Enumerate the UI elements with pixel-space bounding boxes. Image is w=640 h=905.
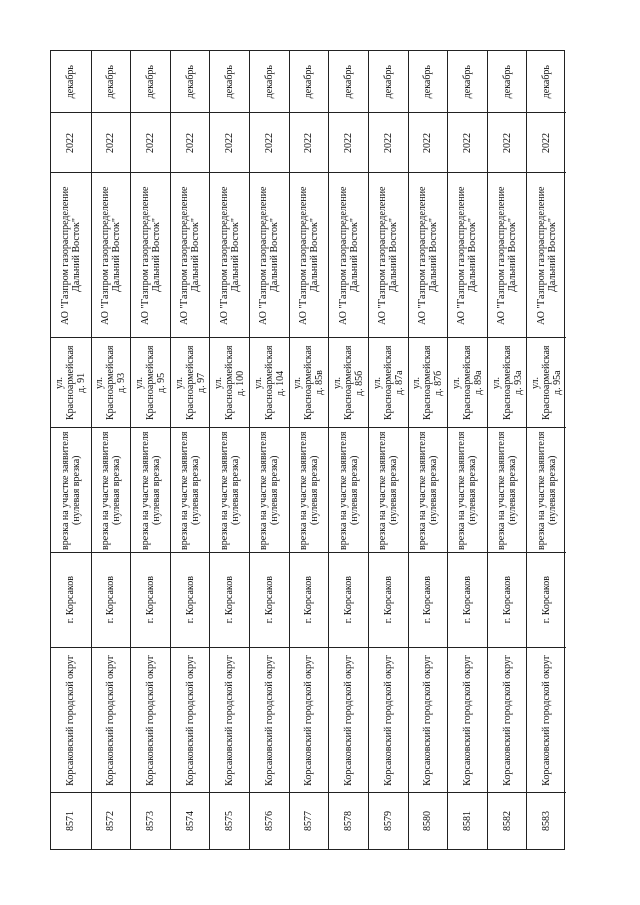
city-cell	[51, 553, 91, 648]
address-text: ул. Красноармейская д. 93а	[490, 345, 524, 420]
table-row	[249, 51, 289, 849]
row-number-cell	[369, 793, 408, 849]
organization-cell	[369, 173, 408, 338]
city-cell	[329, 553, 368, 648]
row-number-text: 8578	[343, 811, 355, 831]
district-text: Корсаковский городской округ	[224, 654, 236, 786]
row-number-cell	[409, 793, 448, 849]
year-cell	[290, 113, 329, 173]
year-text: 2022	[501, 132, 513, 153]
month-cell	[250, 51, 289, 113]
work-type-cell	[210, 428, 249, 553]
year-text: 2022	[303, 132, 315, 153]
address-text: ул. Красноармейская д. 87а	[371, 345, 405, 420]
organization-cell	[131, 173, 170, 338]
year-cell	[92, 113, 131, 173]
address-text: ул. Красноармейская д. 104	[252, 345, 286, 420]
month-cell	[131, 51, 170, 113]
work-type-text: врезка на участке заявителя (нулевая врезка)	[258, 430, 281, 550]
table-row	[91, 51, 131, 849]
work-type-cell	[92, 428, 131, 553]
city-cell	[369, 553, 408, 648]
address-text: ул. Красноармейская д. 85б	[332, 345, 366, 420]
work-type-cell	[51, 428, 91, 553]
row-number-cell	[448, 793, 487, 849]
city-text: г. Корсаков	[303, 576, 315, 624]
organization-cell	[250, 173, 289, 338]
month-cell	[329, 51, 368, 113]
address-cell	[51, 338, 91, 428]
table-row	[289, 51, 329, 849]
row-number-cell	[527, 793, 566, 849]
row-number-cell	[51, 793, 91, 849]
work-type-cell	[329, 428, 368, 553]
city-text: г. Корсаков	[145, 576, 157, 624]
work-type-text: врезка на участке заявителя (нулевая врезка)	[139, 430, 162, 550]
work-type-cell	[527, 428, 566, 553]
table-row	[408, 51, 448, 849]
district-cell	[250, 648, 289, 793]
address-cell	[409, 338, 448, 428]
year-cell	[171, 113, 210, 173]
address-cell	[290, 338, 329, 428]
row-number-text: 8583	[541, 811, 553, 831]
row-number-text: 8581	[461, 811, 473, 831]
city-text: г. Корсаков	[184, 576, 196, 624]
address-cell	[488, 338, 527, 428]
year-text: 2022	[145, 132, 157, 153]
city-text: г. Корсаков	[382, 576, 394, 624]
connection-schedule-table	[50, 50, 565, 850]
work-type-text: врезка на участке заявителя (нулевая врезка)	[179, 430, 202, 550]
year-text: 2022	[343, 132, 355, 153]
year-text: 2022	[541, 132, 553, 153]
work-type-text: врезка на участке заявителя (нулевая врезка)	[297, 430, 320, 550]
organization-text: АО "Газпром газораспределение Дальний Восток"	[218, 185, 241, 325]
district-cell	[488, 648, 527, 793]
month-text: декабрь	[541, 64, 553, 99]
city-text: г. Корсаков	[541, 576, 553, 624]
month-cell	[448, 51, 487, 113]
organization-text: АО "Газпром газораспределение Дальний Восток"	[179, 185, 202, 325]
row-number-text: 8579	[382, 811, 394, 831]
district-text: Корсаковский городской округ	[263, 654, 275, 786]
month-cell	[210, 51, 249, 113]
district-cell	[329, 648, 368, 793]
organization-cell	[92, 173, 131, 338]
address-text: ул. Красноармейская д. 89а	[450, 345, 484, 420]
row-number-text: 8571	[65, 811, 77, 831]
year-cell	[51, 113, 91, 173]
district-cell	[369, 648, 408, 793]
month-cell	[171, 51, 210, 113]
table-row	[170, 51, 210, 849]
row-number-cell	[171, 793, 210, 849]
organization-cell	[409, 173, 448, 338]
month-text: декабрь	[501, 64, 513, 99]
year-cell	[488, 113, 527, 173]
work-type-cell	[448, 428, 487, 553]
city-cell	[488, 553, 527, 648]
year-text: 2022	[224, 132, 236, 153]
work-type-text: врезка на участке заявителя (нулевая врезка)	[377, 430, 400, 550]
district-cell	[409, 648, 448, 793]
month-text: декабрь	[145, 64, 157, 99]
district-cell	[131, 648, 170, 793]
month-cell	[92, 51, 131, 113]
organization-cell	[290, 173, 329, 338]
organization-text: АО "Газпром газораспределение Дальний Восток"	[456, 185, 479, 325]
row-number-cell	[92, 793, 131, 849]
address-cell	[131, 338, 170, 428]
organization-text: АО "Газпром газораспределение Дальний Восток"	[416, 185, 439, 325]
district-text: Корсаковский городской округ	[105, 654, 117, 786]
month-cell	[409, 51, 448, 113]
address-text: ул. Красноармейская д. 87б	[411, 345, 445, 420]
row-number-text: 8572	[105, 811, 117, 831]
district-text: Корсаковский городской округ	[461, 654, 473, 786]
district-cell	[290, 648, 329, 793]
district-text: Корсаковский городской округ	[184, 654, 196, 786]
year-text: 2022	[422, 132, 434, 153]
year-text: 2022	[263, 132, 275, 153]
year-cell	[527, 113, 566, 173]
district-cell	[448, 648, 487, 793]
year-text: 2022	[105, 132, 117, 153]
work-type-cell	[131, 428, 170, 553]
address-cell	[250, 338, 289, 428]
year-cell	[329, 113, 368, 173]
city-cell	[210, 553, 249, 648]
month-cell	[488, 51, 527, 113]
month-text: декабрь	[461, 64, 473, 99]
organization-text: АО "Газпром газораспределение Дальний Восток"	[297, 185, 320, 325]
year-cell	[131, 113, 170, 173]
district-text: Корсаковский городской округ	[303, 654, 315, 786]
row-number-text: 8580	[422, 811, 434, 831]
work-type-text: врезка на участке заявителя (нулевая врезка)	[218, 430, 241, 550]
work-type-cell	[369, 428, 408, 553]
row-number-cell	[250, 793, 289, 849]
work-type-text: врезка на участке заявителя (нулевая врезка)	[99, 430, 122, 550]
work-type-text: врезка на участке заявителя (нулевая врезка)	[535, 430, 558, 550]
work-type-cell	[171, 428, 210, 553]
table-row	[130, 51, 170, 849]
district-text: Корсаковский городской округ	[65, 654, 77, 786]
year-cell	[250, 113, 289, 173]
address-text: ул. Красноармейская д. 95а	[530, 345, 564, 420]
organization-text: АО "Газпром газораспределение Дальний Восток"	[377, 185, 400, 325]
year-text: 2022	[382, 132, 394, 153]
organization-cell	[527, 173, 566, 338]
organization-text: АО "Газпром газораспределение Дальний Восток"	[337, 185, 360, 325]
month-text: декабрь	[382, 64, 394, 99]
row-number-cell	[210, 793, 249, 849]
address-text: ул. Красноармейская д. 91	[54, 345, 88, 420]
district-cell	[51, 648, 91, 793]
city-text: г. Корсаков	[263, 576, 275, 624]
row-number-cell	[488, 793, 527, 849]
address-cell	[92, 338, 131, 428]
district-text: Корсаковский городской округ	[501, 654, 513, 786]
year-text: 2022	[65, 132, 77, 153]
district-text: Корсаковский городской округ	[145, 654, 157, 786]
organization-text: АО "Газпром газораспределение Дальний Восток"	[535, 185, 558, 325]
organization-text: АО "Газпром газораспределение Дальний Восток"	[258, 185, 281, 325]
month-cell	[527, 51, 566, 113]
table-row	[487, 51, 527, 849]
address-text: ул. Красноармейская д. 97	[173, 345, 207, 420]
row-number-cell	[329, 793, 368, 849]
organization-cell	[51, 173, 91, 338]
city-cell	[527, 553, 566, 648]
address-cell	[329, 338, 368, 428]
address-cell	[171, 338, 210, 428]
city-cell	[448, 553, 487, 648]
row-number-text: 8577	[303, 811, 315, 831]
work-type-text: врезка на участке заявителя (нулевая врезка)	[59, 430, 82, 550]
row-number-text: 8574	[184, 811, 196, 831]
year-cell	[369, 113, 408, 173]
district-text: Корсаковский городской округ	[343, 654, 355, 786]
row-number-cell	[131, 793, 170, 849]
work-type-cell	[409, 428, 448, 553]
city-cell	[171, 553, 210, 648]
month-text: декабрь	[224, 64, 236, 99]
row-number-text: 8575	[224, 811, 236, 831]
organization-cell	[171, 173, 210, 338]
month-text: декабрь	[65, 64, 77, 99]
month-text: декабрь	[184, 64, 196, 99]
organization-cell	[448, 173, 487, 338]
table-row	[328, 51, 368, 849]
row-number-text: 8582	[501, 811, 513, 831]
year-text: 2022	[461, 132, 473, 153]
city-cell	[250, 553, 289, 648]
year-text: 2022	[184, 132, 196, 153]
year-cell	[210, 113, 249, 173]
city-cell	[131, 553, 170, 648]
month-cell	[51, 51, 91, 113]
month-cell	[369, 51, 408, 113]
year-cell	[409, 113, 448, 173]
work-type-text: врезка на участке заявителя (нулевая врезка)	[496, 430, 519, 550]
organization-text: АО "Газпром газораспределение Дальний Восток"	[59, 185, 82, 325]
row-number-text: 8576	[263, 811, 275, 831]
table-row	[51, 51, 91, 849]
address-cell	[448, 338, 487, 428]
organization-text: АО "Газпром газораспределение Дальний Восток"	[496, 185, 519, 325]
table-row	[447, 51, 487, 849]
year-cell	[448, 113, 487, 173]
address-text: ул. Красноармейская д. 85в	[292, 345, 326, 420]
organization-cell	[488, 173, 527, 338]
address-cell	[369, 338, 408, 428]
work-type-text: врезка на участке заявителя (нулевая врезка)	[456, 430, 479, 550]
month-text: декабрь	[303, 64, 315, 99]
address-text: ул. Красноармейская д. 100	[213, 345, 247, 420]
work-type-text: врезка на участке заявителя (нулевая врезка)	[416, 430, 439, 550]
organization-text: АО "Газпром газораспределение Дальний Восток"	[139, 185, 162, 325]
month-text: декабрь	[422, 64, 434, 99]
organization-cell	[210, 173, 249, 338]
city-text: г. Корсаков	[461, 576, 473, 624]
address-text: ул. Красноармейская д. 93	[94, 345, 128, 420]
work-type-cell	[488, 428, 527, 553]
row-number-text: 8573	[145, 811, 157, 831]
work-type-cell	[250, 428, 289, 553]
organization-text: АО "Газпром газораспределение Дальний Восток"	[99, 185, 122, 325]
month-text: декабрь	[263, 64, 275, 99]
district-text: Корсаковский городской округ	[541, 654, 553, 786]
month-text: декабрь	[105, 64, 117, 99]
city-cell	[290, 553, 329, 648]
city-text: г. Корсаков	[224, 576, 236, 624]
row-number-cell	[290, 793, 329, 849]
address-cell	[527, 338, 566, 428]
district-text: Корсаковский городской округ	[422, 654, 434, 786]
address-text: ул. Красноармейская д. 95	[134, 345, 168, 420]
city-text: г. Корсаков	[422, 576, 434, 624]
district-cell	[92, 648, 131, 793]
district-cell	[210, 648, 249, 793]
city-text: г. Корсаков	[105, 576, 117, 624]
table-row	[526, 51, 566, 849]
address-cell	[210, 338, 249, 428]
work-type-text: врезка на участке заявителя (нулевая врезка)	[337, 430, 360, 550]
organization-cell	[329, 173, 368, 338]
month-cell	[290, 51, 329, 113]
city-text: г. Корсаков	[65, 576, 77, 624]
table-row	[209, 51, 249, 849]
month-text: декабрь	[343, 64, 355, 99]
city-text: г. Корсаков	[343, 576, 355, 624]
table-row	[368, 51, 408, 849]
city-text: г. Корсаков	[501, 576, 513, 624]
city-cell	[92, 553, 131, 648]
district-text: Корсаковский городской округ	[382, 654, 394, 786]
district-cell	[171, 648, 210, 793]
city-cell	[409, 553, 448, 648]
work-type-cell	[290, 428, 329, 553]
district-cell	[527, 648, 566, 793]
